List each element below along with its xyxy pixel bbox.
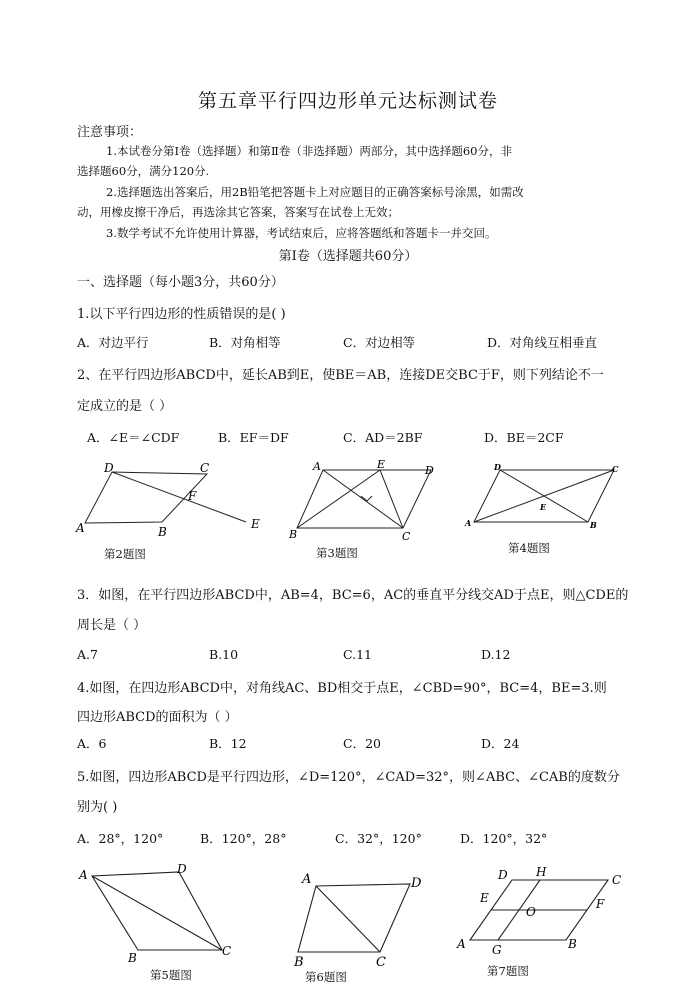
figure-7-caption: 第7题图: [487, 964, 529, 978]
notice-line-2: 选择题60分，满分120分.: [77, 164, 210, 178]
figure-3-label-b: B: [289, 528, 298, 541]
figure-4-label-d: D: [494, 462, 501, 472]
notice-line-1: 1.本试卷分第Ⅰ卷（选择题）和第Ⅱ卷（非选择题）两部分，其中选择题60分，非: [106, 144, 512, 158]
question-3-line-1: 3．如图，在平行四边形ABCD中，AB=4，BC=6，AC的垂直平分线交AD于点E，则△CDE的: [77, 588, 629, 603]
figure-2-label-f: F: [188, 489, 197, 503]
figure-7: [452, 862, 628, 962]
question-5-line-1: 5.如图，四边形ABCD是平行四边形，∠D=120°，∠CAD=32°，则∠ABC、∠CAB的度数分: [77, 770, 620, 785]
figure-5-label-a: A: [79, 868, 88, 882]
figure-6-label-d: D: [411, 876, 422, 891]
part-title: 一、选择题（每小题3分，共60分）: [77, 275, 284, 290]
question-5-option-a: A．28°，120°: [77, 831, 164, 846]
question-3-option-d: D.12: [481, 647, 511, 662]
figure-3-caption: 第3题图: [316, 546, 358, 560]
figure-3-label-c: C: [402, 530, 411, 543]
figure-2-caption: 第2题图: [104, 547, 146, 561]
figure-6-caption: 第6题图: [305, 970, 347, 984]
figure-7-label-h: H: [536, 865, 547, 879]
question-5-option-c: C．32°，120°: [335, 831, 422, 846]
figure-4-label-e: E: [540, 502, 547, 512]
question-4-option-d: D．24: [481, 736, 520, 751]
section-title: 第Ⅰ卷（选择题共60分）: [278, 249, 418, 264]
notice-line-3: 2.选择题选出答案后，用2B铅笔把答题卡上对应题目的正确答案标号涂黑，如需改: [106, 185, 524, 199]
figure-7-label-e: E: [480, 891, 489, 905]
figure-6-label-b: B: [294, 955, 304, 968]
question-3-option-c: C.11: [343, 647, 372, 662]
question-5-option-b: B．120°，28°: [200, 831, 287, 846]
figure-6-label-a: A: [302, 872, 312, 887]
question-1-option-c: C．对边相等: [343, 335, 416, 350]
figure-2-label-b: B: [158, 525, 167, 539]
figure-2-label-e: E: [251, 517, 260, 531]
question-2-option-c: C．AD＝2BF: [343, 430, 423, 445]
figure-7-label-g: G: [492, 943, 502, 957]
question-5-option-d: D．120°，32°: [460, 831, 548, 846]
figure-4: [460, 460, 630, 538]
figure-3-label-d: D: [425, 464, 434, 477]
question-4-option-a: A．6: [77, 736, 107, 751]
question-4-line-1: 4.如图，在四边形ABCD中，对角线AC、BD相交于点E，∠CBD=90°，BC=4，BE=3.则: [77, 681, 607, 696]
figure-5-label-d: D: [177, 862, 187, 876]
question-3-option-b: B.10: [209, 647, 239, 662]
figure-4-label-a: A: [465, 518, 472, 528]
figure-2-label-a: A: [76, 521, 85, 535]
figure-4-caption: 第4题图: [508, 541, 550, 555]
question-3-line-2: 周长是（ ）: [77, 618, 147, 633]
question-5-line-2: 别为( ): [77, 800, 118, 815]
figure-5-label-c: C: [222, 944, 232, 958]
question-1-line-1: 1.以下平行四边形的性质错误的是( ): [77, 307, 286, 322]
question-1-option-b: B．对角相等: [209, 335, 281, 350]
question-2-option-b: B．EF＝DF: [218, 430, 289, 445]
question-2-option-d: D．BE＝2CF: [484, 430, 564, 445]
figure-3: [285, 458, 445, 544]
figure-7-label-b: B: [568, 937, 577, 951]
notice-line-4: 动，用橡皮擦干净后，再选涂其它答案，答案写在试卷上无效；: [77, 205, 399, 219]
notice-line-5: 3.数学考试不允许使用计算器，考试结束后，应将答题纸和答题卡一并交回。: [106, 226, 497, 240]
question-4-option-b: B．12: [209, 736, 247, 751]
figure-7-label-f: F: [596, 897, 605, 911]
figure-2-label-c: C: [200, 462, 210, 475]
figure-6-label-c: C: [376, 955, 386, 968]
question-1-option-d: D．对角线互相垂直: [487, 335, 598, 350]
figure-7-label-o: O: [526, 905, 536, 919]
figure-2: [74, 462, 274, 540]
figure-7-label-c: C: [612, 873, 622, 887]
figure-3-label-a: A: [313, 460, 321, 473]
figure-4-label-b: B: [590, 520, 597, 530]
figure-4-label-c: C: [612, 464, 619, 474]
figure-5-label-b: B: [128, 951, 137, 965]
notice-heading: 注意事项：: [77, 125, 143, 140]
question-3-option-a: A.7: [77, 647, 98, 662]
figure-7-label-d: D: [498, 868, 508, 882]
figure-7-label-a: A: [457, 937, 466, 951]
page-title: 第五章平行四边形单元达标测试卷: [197, 90, 498, 112]
figure-6: [292, 866, 432, 968]
figure-5-caption: 第5题图: [150, 968, 192, 982]
question-2-line-2: 定成立的是（ ）: [77, 399, 173, 414]
question-4-option-c: C．20: [343, 736, 381, 751]
question-1-option-a: A．对边平行: [77, 335, 149, 350]
question-2-option-a: A．∠E＝∠CDF: [87, 430, 180, 445]
question-2-line-1: 2、在平行四边形ABCD中，延长AB到E，使BE＝AB，连接DE交BC于F，则下列结论不一: [77, 368, 604, 383]
question-4-line-2: 四边形ABCD的面积为（ ）: [77, 710, 238, 725]
figure-5: [74, 858, 244, 968]
figure-2-label-d: D: [104, 462, 114, 475]
figure-3-label-e: E: [377, 458, 386, 471]
